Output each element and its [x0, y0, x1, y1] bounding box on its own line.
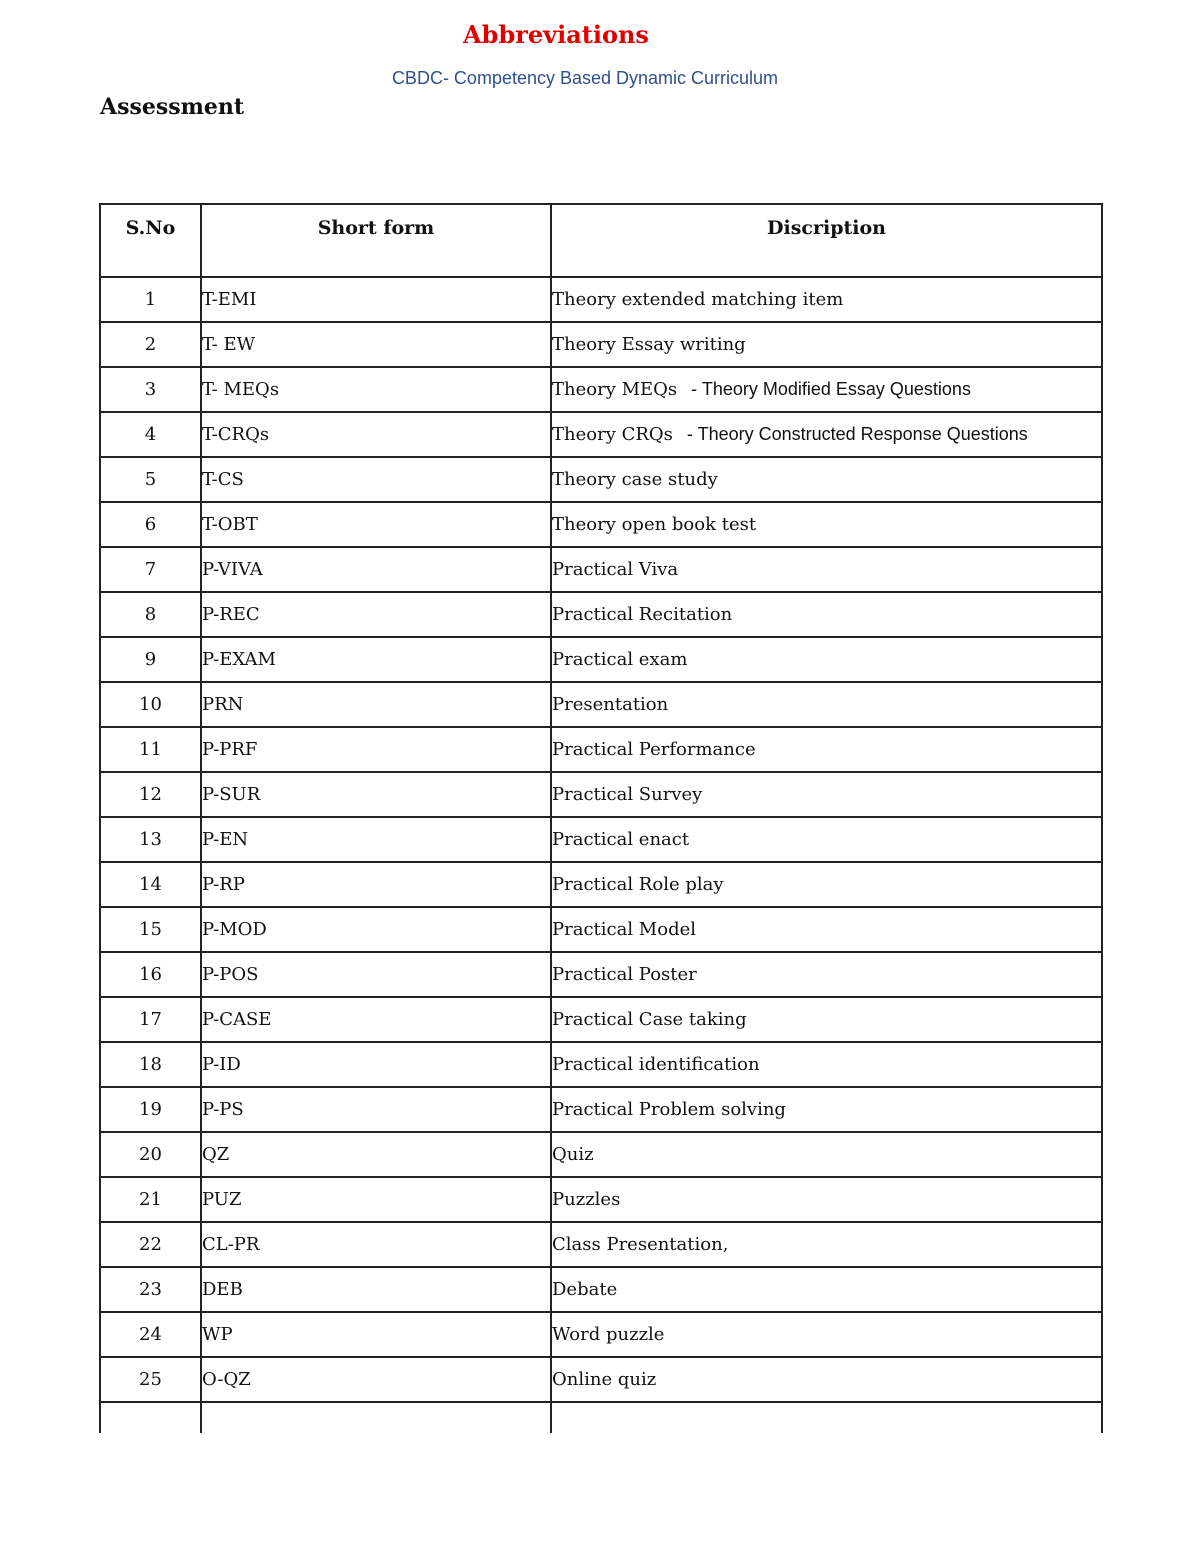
description-text: Theory case study [552, 469, 718, 490]
cell-description [551, 1267, 1102, 1312]
table-row [100, 682, 1102, 727]
table-row [100, 1087, 1102, 1132]
description-note: - Theory Modified Essay Questions [691, 379, 971, 399]
cell-short-form: P-CASE [201, 997, 551, 1042]
description-text: Practical Poster [552, 964, 697, 985]
table-row [100, 322, 1102, 367]
cell-description [551, 817, 1102, 862]
cell-description [551, 907, 1102, 952]
cell-description [551, 277, 1102, 322]
cell-short-form: P-REC [201, 592, 551, 637]
table-row [100, 1357, 1102, 1402]
table-row [100, 952, 1102, 997]
cell-sno: 25 [100, 1357, 201, 1402]
cell-description [551, 592, 1102, 637]
table-row [100, 772, 1102, 817]
table-row [100, 1222, 1102, 1267]
cell-sno: 10 [100, 682, 201, 727]
table-row [100, 1312, 1102, 1357]
cell-sno: 8 [100, 592, 201, 637]
cell-short-form: P-SUR [201, 772, 551, 817]
cell-short-form: DEB [201, 1267, 551, 1312]
header-short-form: Short form [201, 204, 551, 277]
table-row [100, 997, 1102, 1042]
cell-short-form: P-POS [201, 952, 551, 997]
cell-description [551, 1042, 1102, 1087]
header-sno: S.No [100, 204, 201, 277]
cell-short-form: P-PS [201, 1087, 551, 1132]
description-text: Theory open book test [552, 514, 757, 535]
cell-description [551, 997, 1102, 1042]
cell-sno: 7 [100, 547, 201, 592]
cell-short-form: P-RP [201, 862, 551, 907]
cell-description [551, 322, 1102, 367]
description-text: Class Presentation, [552, 1234, 729, 1255]
cell-short-form: WP [201, 1312, 551, 1357]
abbreviations-table [99, 203, 1103, 1433]
cell-short-form: T- MEQs [201, 367, 551, 412]
cell-sno: 17 [100, 997, 201, 1042]
cell-description [551, 952, 1102, 997]
description-text: Debate [552, 1279, 618, 1300]
description-text: Practical Performance [552, 739, 756, 760]
cell-short-form: T- EW [201, 322, 551, 367]
table-row [100, 502, 1102, 547]
cell-short-form: PRN [201, 682, 551, 727]
cell-description [551, 1132, 1102, 1177]
description-text: Practical Role play [552, 874, 724, 895]
cell-sno: 21 [100, 1177, 201, 1222]
cell-description [551, 1177, 1102, 1222]
cell-sno: 1 [100, 277, 201, 322]
cell-sno: 5 [100, 457, 201, 502]
description-text: Puzzles [552, 1189, 621, 1210]
table-row [100, 457, 1102, 502]
cell-sno: 9 [100, 637, 201, 682]
description-text: Practical Survey [552, 784, 703, 805]
description-text: Practical enact [552, 829, 690, 850]
cell-short-form: QZ [201, 1132, 551, 1177]
cell-sno: 23 [100, 1267, 201, 1312]
description-text: Practical exam [552, 649, 688, 670]
table-row [100, 592, 1102, 637]
description-text: Practical Viva [552, 559, 679, 580]
cell-sno: 12 [100, 772, 201, 817]
table-row [100, 277, 1102, 322]
description-text: Theory extended matching item [552, 289, 844, 310]
table-row [100, 1042, 1102, 1087]
description-text: Theory CRQs [552, 424, 673, 445]
cell-short-form: T-OBT [201, 502, 551, 547]
table-row [100, 1132, 1102, 1177]
cell-short-form: T-CRQs [201, 412, 551, 457]
table-body [100, 277, 1102, 1433]
cell-sno: 3 [100, 367, 201, 412]
cell-description [551, 1357, 1102, 1402]
table-row [100, 637, 1102, 682]
cell-description [551, 412, 1102, 457]
table-row [100, 1177, 1102, 1222]
description-text: Online quiz [552, 1369, 657, 1390]
description-text: Theory MEQs [552, 379, 678, 400]
cell-sno: 20 [100, 1132, 201, 1177]
table-row-empty [100, 1402, 1102, 1433]
cell-sno: 11 [100, 727, 201, 772]
cell-description [551, 727, 1102, 772]
cell-description [551, 502, 1102, 547]
cell-short-form: P-EXAM [201, 637, 551, 682]
cell-short-form: O-QZ [201, 1357, 551, 1402]
table-row [100, 862, 1102, 907]
cell-description [551, 1222, 1102, 1267]
table-row [100, 412, 1102, 457]
table-row [100, 907, 1102, 952]
table-row [100, 367, 1102, 412]
cell-sno: 13 [100, 817, 201, 862]
description-text: Practical Problem solving [552, 1099, 786, 1120]
cell-short-form: T-EMI [201, 277, 551, 322]
cell-sno: 19 [100, 1087, 201, 1132]
description-text: Theory Essay writing [552, 334, 746, 355]
description-text: Quiz [552, 1144, 594, 1165]
description-note: - Theory Constructed Response Questions [686, 424, 1028, 444]
cell-sno: 18 [100, 1042, 201, 1087]
table-header-row [100, 204, 1102, 277]
cell-description [551, 862, 1102, 907]
table-row [100, 1267, 1102, 1312]
cell-description [551, 1087, 1102, 1132]
table-row [100, 727, 1102, 772]
description-text: Presentation [552, 694, 669, 715]
page-subtitle: CBDC- Competency Based Dynamic Curriculum [391, 68, 779, 88]
section-heading: Assessment [100, 94, 245, 120]
table-row [100, 817, 1102, 862]
cell-sno: 2 [100, 322, 201, 367]
description-text: Practical Model [552, 919, 697, 940]
empty-cell [551, 1402, 1102, 1433]
cell-short-form: T-CS [201, 457, 551, 502]
header-description: Discription [551, 204, 1102, 277]
cell-short-form: P-ID [201, 1042, 551, 1087]
cell-description [551, 1312, 1102, 1357]
empty-cell [201, 1402, 551, 1433]
page-title: Abbreviations [463, 20, 649, 49]
cell-short-form: P-EN [201, 817, 551, 862]
cell-sno: 6 [100, 502, 201, 547]
table-row [100, 547, 1102, 592]
description-text: Practical Recitation [552, 604, 733, 625]
description-text: Word puzzle [552, 1324, 665, 1345]
cell-sno: 22 [100, 1222, 201, 1267]
empty-cell [100, 1402, 201, 1433]
cell-short-form: CL-PR [201, 1222, 551, 1267]
cell-description [551, 682, 1102, 727]
cell-sno: 4 [100, 412, 201, 457]
cell-description [551, 547, 1102, 592]
cell-description [551, 637, 1102, 682]
cell-short-form: P-VIVA [201, 547, 551, 592]
cell-short-form: P-MOD [201, 907, 551, 952]
cell-short-form: P-PRF [201, 727, 551, 772]
cell-description [551, 772, 1102, 817]
description-text: Practical Case taking [552, 1009, 747, 1030]
description-text: Practical identification [552, 1054, 760, 1075]
cell-sno: 14 [100, 862, 201, 907]
cell-sno: 24 [100, 1312, 201, 1357]
cell-sno: 15 [100, 907, 201, 952]
cell-description [551, 367, 1102, 412]
cell-short-form: PUZ [201, 1177, 551, 1222]
cell-sno: 16 [100, 952, 201, 997]
cell-description [551, 457, 1102, 502]
